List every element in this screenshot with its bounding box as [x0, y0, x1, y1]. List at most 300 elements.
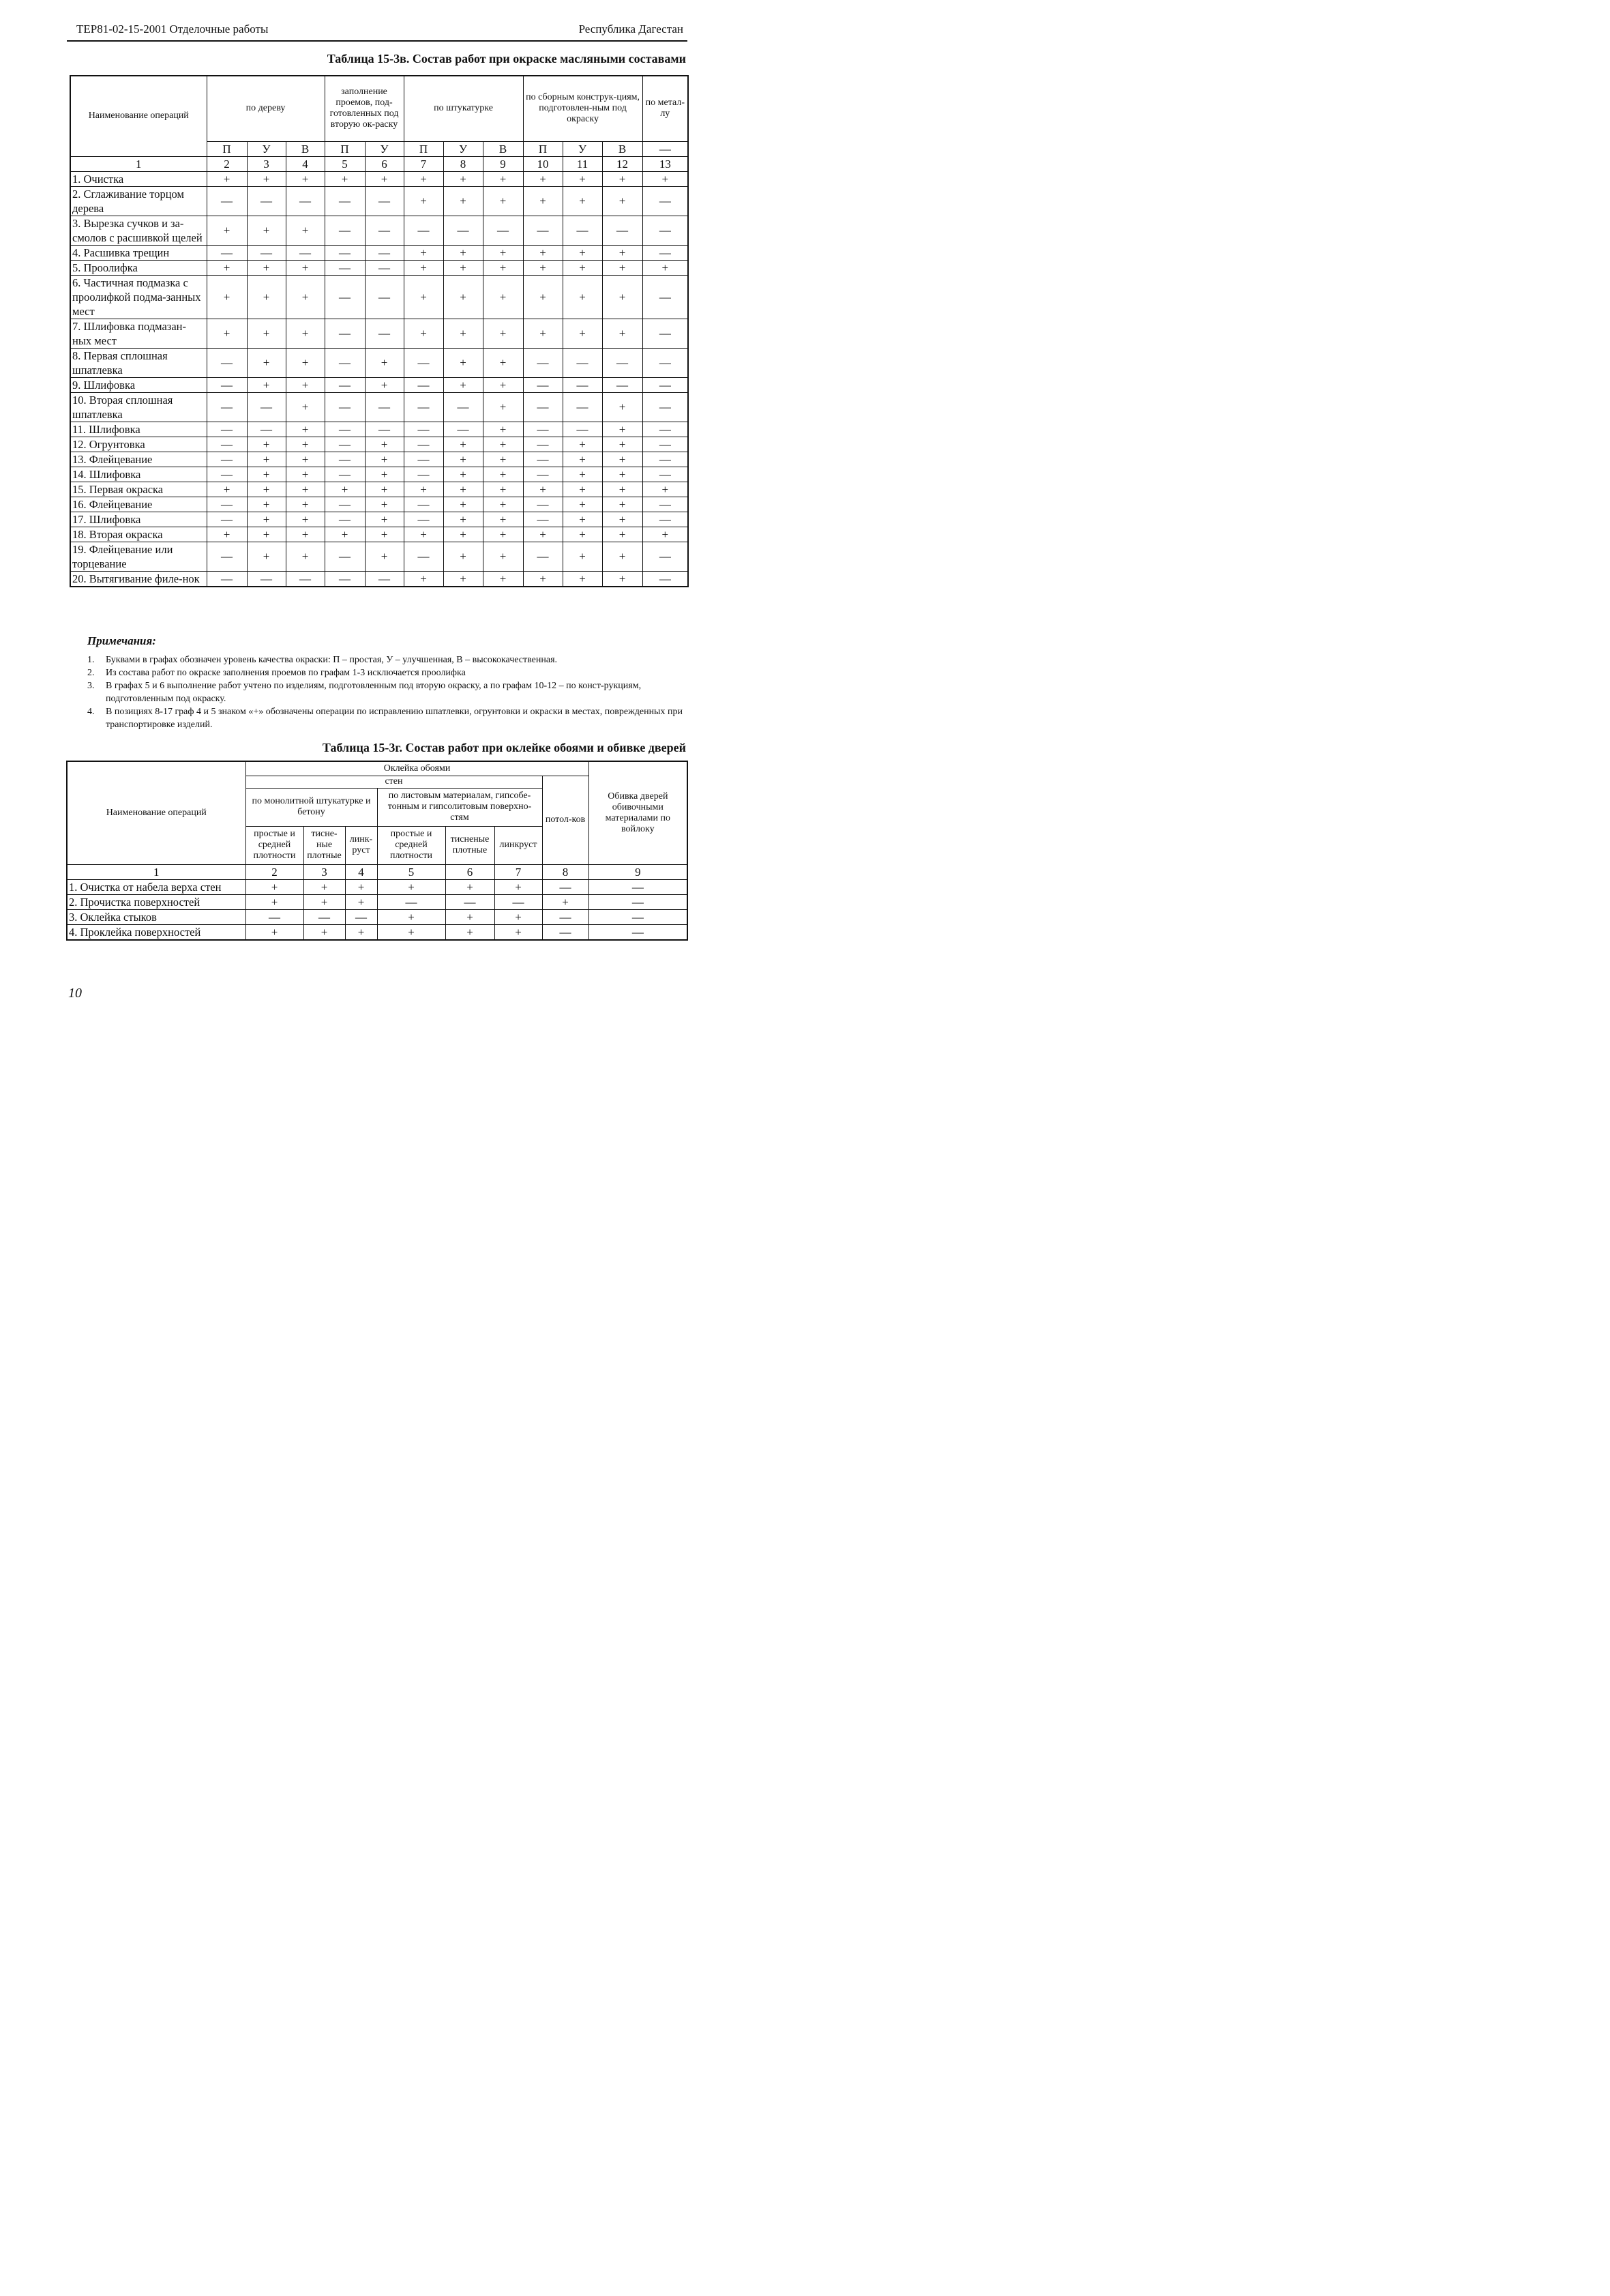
- operation-name: 17. Шлифовка: [70, 512, 207, 527]
- mark-cell: —: [563, 216, 602, 245]
- mark-cell: +: [207, 275, 247, 319]
- mark-cell: +: [377, 909, 445, 924]
- notes-list: [87, 653, 687, 731]
- operation-name: 2. Прочистка поверхностей: [67, 894, 245, 909]
- mark-cell: +: [602, 571, 642, 587]
- mark-cell: +: [563, 171, 602, 186]
- mark-cell: +: [404, 319, 443, 348]
- table-row: [70, 422, 688, 437]
- table-row: [70, 260, 688, 275]
- mark-cell: —: [365, 422, 404, 437]
- column-number: 2: [245, 864, 303, 879]
- mark-cell: —: [563, 348, 602, 377]
- mark-cell: +: [523, 275, 563, 319]
- mark-cell: +: [483, 437, 523, 452]
- table-row: [70, 392, 688, 422]
- mark-cell: +: [345, 879, 377, 894]
- table-row: [67, 879, 687, 894]
- mark-cell: +: [483, 542, 523, 571]
- mark-cell: +: [245, 924, 303, 940]
- mark-cell: —: [523, 467, 563, 482]
- mark-cell: +: [365, 377, 404, 392]
- mark-cell: —: [325, 348, 365, 377]
- mark-cell: —: [642, 497, 688, 512]
- mark-cell: —: [245, 909, 303, 924]
- mark-cell: +: [286, 527, 325, 542]
- mark-cell: —: [325, 186, 365, 216]
- t2-subheader: линкруст: [494, 826, 542, 864]
- mark-cell: —: [404, 542, 443, 571]
- mark-cell: +: [365, 171, 404, 186]
- mark-cell: +: [523, 527, 563, 542]
- mark-cell: +: [602, 260, 642, 275]
- mark-cell: +: [286, 171, 325, 186]
- mark-cell: —: [207, 422, 247, 437]
- column-number: 11: [563, 156, 602, 171]
- mark-cell: —: [325, 275, 365, 319]
- mark-cell: +: [303, 924, 345, 940]
- mark-cell: —: [286, 245, 325, 260]
- mark-cell: +: [286, 319, 325, 348]
- mark-cell: —: [207, 348, 247, 377]
- mark-cell: +: [523, 319, 563, 348]
- column-number: 1: [67, 864, 245, 879]
- mark-cell: —: [325, 512, 365, 527]
- quality-code: У: [247, 141, 286, 156]
- mark-cell: —: [563, 392, 602, 422]
- operation-name: 15. Первая окраска: [70, 482, 207, 497]
- mark-cell: +: [602, 422, 642, 437]
- col-header-operations: Наименование операций: [70, 76, 207, 156]
- operation-name: 2. Сглаживание торцом дерева: [70, 186, 207, 216]
- mark-cell: +: [483, 348, 523, 377]
- mark-cell: +: [483, 275, 523, 319]
- mark-cell: +: [483, 186, 523, 216]
- table-row: [70, 497, 688, 512]
- mark-cell: —: [325, 571, 365, 587]
- table-row: [67, 924, 687, 940]
- mark-cell: +: [404, 260, 443, 275]
- mark-cell: —: [325, 452, 365, 467]
- mark-cell: —: [247, 245, 286, 260]
- table-row: [67, 909, 687, 924]
- mark-cell: +: [563, 275, 602, 319]
- quality-code: —: [642, 141, 688, 156]
- quality-code: П: [523, 141, 563, 156]
- note-number: 4.: [87, 707, 95, 717]
- table-row: [67, 894, 687, 909]
- col-header-prefab: по сборным конструк-циям, подготовлен-ным под окраску: [523, 76, 642, 141]
- mark-cell: +: [483, 512, 523, 527]
- mark-cell: —: [642, 542, 688, 571]
- table-row: [70, 245, 688, 260]
- mark-cell: —: [247, 186, 286, 216]
- mark-cell: +: [247, 348, 286, 377]
- mark-cell: +: [303, 894, 345, 909]
- column-number: 7: [404, 156, 443, 171]
- mark-cell: +: [563, 571, 602, 587]
- mark-cell: +: [563, 482, 602, 497]
- table-row: [70, 571, 688, 587]
- mark-cell: +: [443, 348, 483, 377]
- table-row: [70, 482, 688, 497]
- mark-cell: —: [247, 392, 286, 422]
- note-item: [87, 705, 687, 731]
- mark-cell: —: [445, 894, 494, 909]
- mark-cell: +: [404, 245, 443, 260]
- mark-cell: +: [563, 512, 602, 527]
- mark-cell: +: [602, 467, 642, 482]
- mark-cell: +: [483, 319, 523, 348]
- quality-code: В: [286, 141, 325, 156]
- mark-cell: +: [443, 437, 483, 452]
- mark-cell: —: [404, 377, 443, 392]
- mark-cell: +: [207, 319, 247, 348]
- table-row: [70, 512, 688, 527]
- mark-cell: +: [602, 275, 642, 319]
- t2-header-door-upholstery: Обивка дверей обивочными материалами по войлоку: [588, 761, 687, 864]
- note-text: Из состава работ по окраске заполнения проемов по графам 1-3 исключается проолифка: [106, 668, 466, 678]
- mark-cell: +: [247, 437, 286, 452]
- mark-cell: —: [642, 437, 688, 452]
- mark-cell: —: [642, 377, 688, 392]
- table-row: [70, 275, 688, 319]
- mark-cell: —: [642, 467, 688, 482]
- column-number: 7: [494, 864, 542, 879]
- mark-cell: —: [207, 571, 247, 587]
- column-number: 4: [286, 156, 325, 171]
- mark-cell: —: [494, 894, 542, 909]
- mark-cell: +: [563, 245, 602, 260]
- mark-cell: —: [443, 422, 483, 437]
- mark-cell: —: [325, 377, 365, 392]
- mark-cell: +: [365, 527, 404, 542]
- mark-cell: +: [523, 571, 563, 587]
- operation-name: 9. Шлифовка: [70, 377, 207, 392]
- table-15-3g: [66, 761, 688, 941]
- running-header-title: ТЕР81-02-15-2001 Отделочные работы: [76, 23, 269, 35]
- mark-cell: —: [377, 894, 445, 909]
- mark-cell: +: [563, 437, 602, 452]
- mark-cell: —: [325, 497, 365, 512]
- mark-cell: +: [247, 319, 286, 348]
- mark-cell: +: [443, 245, 483, 260]
- mark-cell: +: [443, 319, 483, 348]
- quality-code: В: [602, 141, 642, 156]
- mark-cell: +: [494, 909, 542, 924]
- mark-cell: +: [207, 260, 247, 275]
- mark-cell: +: [247, 512, 286, 527]
- mark-cell: —: [365, 260, 404, 275]
- mark-cell: +: [563, 186, 602, 216]
- mark-cell: —: [365, 319, 404, 348]
- mark-cell: +: [365, 452, 404, 467]
- mark-cell: +: [523, 186, 563, 216]
- mark-cell: +: [377, 924, 445, 940]
- mark-cell: +: [602, 319, 642, 348]
- mark-cell: —: [523, 512, 563, 527]
- mark-cell: +: [443, 467, 483, 482]
- mark-cell: —: [365, 275, 404, 319]
- col-header-wood: по дереву: [207, 76, 325, 141]
- quality-code: У: [443, 141, 483, 156]
- mark-cell: +: [365, 467, 404, 482]
- mark-cell: +: [483, 467, 523, 482]
- mark-cell: —: [642, 348, 688, 377]
- mark-cell: —: [247, 571, 286, 587]
- mark-cell: —: [404, 392, 443, 422]
- page-number: 10: [68, 986, 82, 1001]
- note-number: 3.: [87, 681, 95, 691]
- column-number: 13: [642, 156, 688, 171]
- t2-subheader: простые и средней плотности: [377, 826, 445, 864]
- mark-cell: —: [404, 452, 443, 467]
- mark-cell: +: [345, 894, 377, 909]
- mark-cell: —: [404, 497, 443, 512]
- mark-cell: —: [365, 571, 404, 587]
- mark-cell: —: [642, 571, 688, 587]
- mark-cell: +: [563, 260, 602, 275]
- mark-cell: —: [404, 437, 443, 452]
- mark-cell: +: [325, 171, 365, 186]
- note-number: 1.: [87, 655, 95, 665]
- mark-cell: —: [588, 924, 687, 940]
- mark-cell: +: [443, 512, 483, 527]
- mark-cell: +: [443, 171, 483, 186]
- mark-cell: —: [588, 909, 687, 924]
- mark-cell: —: [365, 216, 404, 245]
- mark-cell: +: [445, 924, 494, 940]
- mark-cell: +: [365, 542, 404, 571]
- mark-cell: —: [325, 422, 365, 437]
- mark-cell: +: [523, 245, 563, 260]
- operation-name: 19. Флейцевание или торцевание: [70, 542, 207, 571]
- mark-cell: —: [404, 216, 443, 245]
- mark-cell: +: [303, 879, 345, 894]
- mark-cell: +: [642, 171, 688, 186]
- mark-cell: —: [483, 216, 523, 245]
- t2-subheader: тисне-ные плотные: [303, 826, 345, 864]
- mark-cell: —: [563, 422, 602, 437]
- mark-cell: +: [404, 482, 443, 497]
- mark-cell: +: [563, 527, 602, 542]
- mark-cell: +: [207, 482, 247, 497]
- quality-code: В: [483, 141, 523, 156]
- mark-cell: +: [483, 171, 523, 186]
- mark-cell: +: [483, 571, 523, 587]
- mark-cell: —: [303, 909, 345, 924]
- mark-cell: +: [247, 497, 286, 512]
- note-item: [87, 653, 687, 666]
- quality-code: У: [563, 141, 602, 156]
- t2-header-monolithic: по монолитной штукатурке и бетону: [245, 788, 377, 826]
- mark-cell: +: [443, 497, 483, 512]
- running-header-region: Республика Дагестан: [578, 23, 683, 35]
- table-row: [70, 437, 688, 452]
- mark-cell: —: [542, 879, 588, 894]
- operation-name: 4. Расшивка трещин: [70, 245, 207, 260]
- operation-name: 3. Оклейка стыков: [67, 909, 245, 924]
- header-rule: [67, 40, 687, 42]
- t2-header-ceilings: потол-ков: [542, 776, 588, 864]
- quality-code: П: [404, 141, 443, 156]
- mark-cell: —: [642, 452, 688, 467]
- operation-name: 20. Вытягивание филе-нок: [70, 571, 207, 587]
- table-row: [70, 348, 688, 377]
- mark-cell: —: [523, 348, 563, 377]
- mark-cell: —: [542, 924, 588, 940]
- mark-cell: —: [443, 392, 483, 422]
- column-number: 2: [207, 156, 247, 171]
- mark-cell: —: [443, 216, 483, 245]
- mark-cell: —: [325, 437, 365, 452]
- mark-cell: +: [345, 924, 377, 940]
- mark-cell: —: [642, 422, 688, 437]
- mark-cell: +: [602, 542, 642, 571]
- mark-cell: —: [345, 909, 377, 924]
- mark-cell: —: [207, 452, 247, 467]
- column-number: 5: [325, 156, 365, 171]
- mark-cell: +: [286, 482, 325, 497]
- mark-cell: +: [494, 879, 542, 894]
- column-number: 6: [365, 156, 404, 171]
- mark-cell: +: [247, 452, 286, 467]
- quality-code: У: [365, 141, 404, 156]
- mark-cell: +: [443, 275, 483, 319]
- mark-cell: +: [602, 186, 642, 216]
- mark-cell: —: [523, 377, 563, 392]
- mark-cell: +: [494, 924, 542, 940]
- mark-cell: +: [483, 422, 523, 437]
- operation-name: 1. Очистка от набела верха стен: [67, 879, 245, 894]
- table-row: [70, 452, 688, 467]
- mark-cell: —: [404, 348, 443, 377]
- column-number: 8: [542, 864, 588, 879]
- mark-cell: +: [404, 275, 443, 319]
- mark-cell: +: [443, 186, 483, 216]
- mark-cell: +: [602, 171, 642, 186]
- mark-cell: +: [443, 482, 483, 497]
- operation-name: 4. Проклейка поверхностей: [67, 924, 245, 940]
- mark-cell: —: [404, 422, 443, 437]
- mark-cell: +: [365, 497, 404, 512]
- mark-cell: +: [286, 377, 325, 392]
- mark-cell: +: [483, 392, 523, 422]
- mark-cell: —: [207, 497, 247, 512]
- t2-header-walls: стен: [245, 776, 542, 788]
- mark-cell: +: [404, 527, 443, 542]
- mark-cell: +: [247, 482, 286, 497]
- mark-cell: +: [602, 497, 642, 512]
- table-row: [70, 377, 688, 392]
- mark-cell: —: [523, 216, 563, 245]
- mark-cell: +: [523, 260, 563, 275]
- operation-name: 5. Проолифка: [70, 260, 207, 275]
- col-header-metal: по метал-лу: [642, 76, 688, 141]
- mark-cell: +: [602, 452, 642, 467]
- mark-cell: +: [542, 894, 588, 909]
- mark-cell: —: [523, 422, 563, 437]
- mark-cell: +: [247, 377, 286, 392]
- t2-subheader: простые и средней плотности: [245, 826, 303, 864]
- col-header-openings: заполнение проемов, под-готовленных под вторую ок-раску: [325, 76, 404, 141]
- mark-cell: —: [642, 245, 688, 260]
- mark-cell: +: [602, 392, 642, 422]
- mark-cell: +: [443, 377, 483, 392]
- mark-cell: +: [602, 527, 642, 542]
- operation-name: 18. Вторая окраска: [70, 527, 207, 542]
- column-number: 6: [445, 864, 494, 879]
- mark-cell: +: [286, 467, 325, 482]
- mark-cell: +: [286, 260, 325, 275]
- mark-cell: +: [523, 171, 563, 186]
- mark-cell: +: [445, 909, 494, 924]
- mark-cell: —: [207, 377, 247, 392]
- mark-cell: +: [247, 527, 286, 542]
- column-number: 9: [588, 864, 687, 879]
- mark-cell: +: [563, 452, 602, 467]
- mark-cell: +: [325, 527, 365, 542]
- col-header-plaster: по штукатурке: [404, 76, 523, 141]
- mark-cell: —: [207, 392, 247, 422]
- mark-cell: +: [286, 452, 325, 467]
- mark-cell: +: [365, 437, 404, 452]
- mark-cell: +: [443, 260, 483, 275]
- mark-cell: +: [523, 482, 563, 497]
- note-text: В позициях 8-17 граф 4 и 5 знаком «+» обозначены операции по исправлению шпатлевки, огрунтовки и окраски в местах, поврежденных при транспортировке изделий.: [106, 707, 683, 730]
- mark-cell: —: [523, 497, 563, 512]
- mark-cell: +: [286, 497, 325, 512]
- notes-title: Примечания:: [87, 634, 156, 647]
- column-number: 8: [443, 156, 483, 171]
- mark-cell: —: [365, 245, 404, 260]
- mark-cell: +: [286, 216, 325, 245]
- operation-name: 10. Вторая сплошная шпатлевка: [70, 392, 207, 422]
- mark-cell: +: [247, 542, 286, 571]
- column-number: 1: [70, 156, 207, 171]
- mark-cell: +: [286, 512, 325, 527]
- operation-name: 8. Первая сплошная шпатлевка: [70, 348, 207, 377]
- mark-cell: +: [245, 879, 303, 894]
- mark-cell: —: [325, 392, 365, 422]
- table-row: [70, 542, 688, 571]
- mark-cell: —: [523, 452, 563, 467]
- mark-cell: +: [207, 171, 247, 186]
- operation-name: 3. Вырезка сучков и за-смолов с расшивкой щелей: [70, 216, 207, 245]
- column-number: 12: [602, 156, 642, 171]
- quality-code: П: [207, 141, 247, 156]
- column-number: 3: [247, 156, 286, 171]
- mark-cell: +: [286, 392, 325, 422]
- mark-cell: +: [247, 467, 286, 482]
- mark-cell: —: [247, 422, 286, 437]
- mark-cell: —: [542, 909, 588, 924]
- mark-cell: +: [365, 512, 404, 527]
- mark-cell: +: [245, 894, 303, 909]
- mark-cell: —: [325, 216, 365, 245]
- table-row: [70, 216, 688, 245]
- mark-cell: +: [207, 527, 247, 542]
- mark-cell: —: [207, 467, 247, 482]
- mark-cell: +: [443, 571, 483, 587]
- note-item: [87, 679, 687, 705]
- mark-cell: +: [563, 497, 602, 512]
- mark-cell: —: [325, 467, 365, 482]
- table-row: [70, 319, 688, 348]
- t2-subheader: тисненые плотные: [445, 826, 494, 864]
- mark-cell: —: [325, 260, 365, 275]
- mark-cell: +: [247, 275, 286, 319]
